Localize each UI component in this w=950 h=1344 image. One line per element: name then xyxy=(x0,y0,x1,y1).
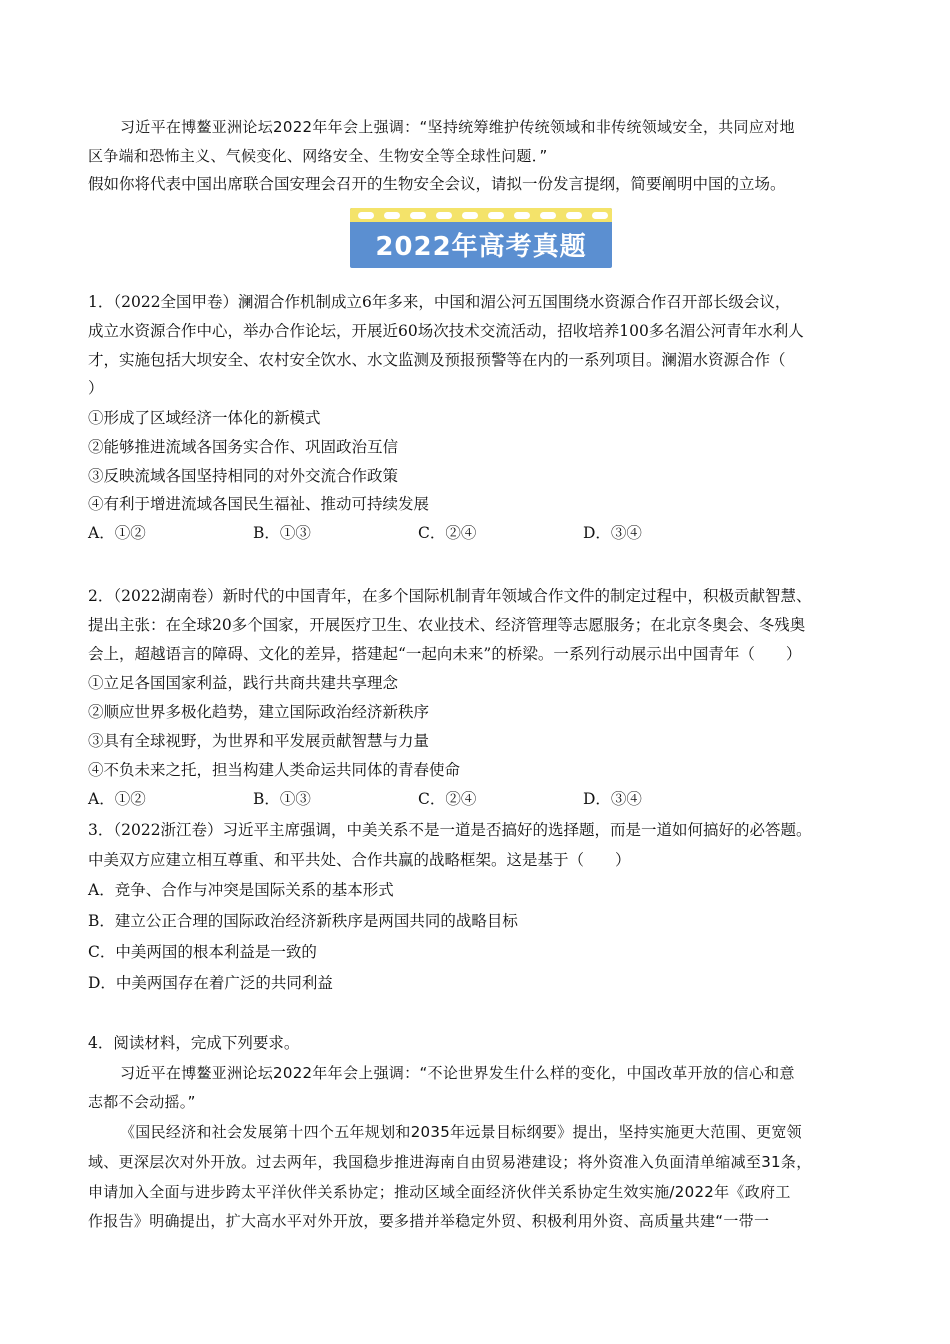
q3-option-a[interactable]: A．竞争、合作与冲突是国际关系的基本形式 xyxy=(88,881,394,899)
intro-quote-line: 区争端和恐怖主义、气候变化、网络安全、生物安全等全球性问题．” xyxy=(88,147,548,165)
q1-item: ③反映流域各国坚持相同的对外交流合作政策 xyxy=(88,467,399,485)
q2-item: ③具有全球视野，为世界和平发展贡献智慧与力量 xyxy=(88,732,430,750)
q1-stem-line: 成立水资源合作中心，举办合作论坛，开展近60场次技术交流活动，招收培养100多名湄公河青年水利人 xyxy=(88,322,804,340)
section-banner xyxy=(350,208,612,268)
banner-title: 2022年高考真题 xyxy=(375,232,587,262)
banner-dots xyxy=(358,212,608,219)
q1-stem-line: ） xyxy=(88,379,104,397)
q2-item: ④不负未来之托，担当构建人类命运共同体的青春使命 xyxy=(88,761,461,779)
q1-option-d[interactable]: D．③④ xyxy=(583,524,642,542)
q2-item: ①立足各国国家利益，践行共商共建共享理念 xyxy=(88,674,399,692)
q4-material-line: 《国民经济和社会发展第十四个五年规划和2035年远景目标纲要》提出，坚持实施更大范围、更宽领 xyxy=(120,1123,802,1141)
q2-option-d[interactable]: D．③④ xyxy=(583,790,642,808)
q1-option-b[interactable]: B．①③ xyxy=(253,524,311,542)
q1-option-a[interactable]: A．①② xyxy=(88,524,146,542)
q1-stem-line: 1．（2022全国甲卷）澜湄合作机制成立6年多来，中国和湄公河五国围绕水资源合作召开部长级会议， xyxy=(88,293,791,311)
q2-option-b[interactable]: B．①③ xyxy=(253,790,311,808)
intro-task: 假如你将代表中国出席联合国安理会召开的生物安全会议，请拟一份发言提纲，简要阐明中国的立场。 xyxy=(88,175,786,193)
q3-option-c[interactable]: C．中美两国的根本利益是一致的 xyxy=(88,943,317,961)
q3-option-b[interactable]: B．建立公正合理的国际政治经济新秩序是两国共同的战略目标 xyxy=(88,912,518,930)
q1-option-c[interactable]: C．②④ xyxy=(418,524,477,542)
q3-stem-line: 3．（2022浙江卷）习近平主席强调，中美关系不是一道是否搞好的选择题，而是一道如何搞好的必答题。 xyxy=(88,821,812,839)
q4-heading: 4．阅读材料，完成下列要求。 xyxy=(88,1034,300,1052)
q1-stem-line: 才，实施包括大坝安全、农村安全饮水、水文监测及预报预警等在内的一系列项目。澜湄水资源合作（ xyxy=(88,351,786,369)
q1-item: ②能够推进流域各国务实合作、巩固政治互信 xyxy=(88,438,399,456)
q4-material-line: 域、更深层次对外开放。过去两年，我国稳步推进海南自由贸易港建设；将外资准入负面清单缩减至31条， xyxy=(88,1153,812,1171)
q2-stem-line: 2．（2022湖南卷）新时代的中国青年，在多个国际机制青年领域合作文件的制定过程中，积极贡献智慧、 xyxy=(88,587,812,605)
q2-option-a[interactable]: A．①② xyxy=(88,790,146,808)
q4-material-line: 志都不会动摇。” xyxy=(88,1093,196,1111)
intro-quote-line: 习近平在博鳌亚洲论坛2022年年会上强调：“坚持统筹维护传统领域和非传统领域安全，共同应对地 xyxy=(120,118,795,136)
q4-material-line: 申请加入全面与进步跨太平洋伙伴关系协定；推动区域全面经济伙伴关系协定生效实施/2022年《政府工 xyxy=(88,1183,791,1201)
q2-stem-line: 提出主张：在全球20多个国家，开展医疗卫生、农业技术、经济管理等志愿服务；在北京冬奥会、冬残奥 xyxy=(88,616,806,634)
q2-item: ②顺应世界多极化趋势，建立国际政治经济新秩序 xyxy=(88,703,430,721)
q3-option-d[interactable]: D．中美两国存在着广泛的共同利益 xyxy=(88,974,333,992)
q4-material-line: 习近平在博鳌亚洲论坛2022年年会上强调：“不论世界发生什么样的变化，中国改革开放的信心和意 xyxy=(120,1064,795,1082)
q4-material-line: 作报告》明确提出，扩大高水平对外开放，要多措并举稳定外贸、积极利用外资、高质量共建“一带一 xyxy=(88,1212,770,1230)
q2-option-c[interactable]: C．②④ xyxy=(418,790,477,808)
q3-stem-line: 中美双方应建立相互尊重、和平共处、合作共赢的战略框架。这是基于（ ） xyxy=(88,851,631,869)
q1-item: ①形成了区域经济一体化的新模式 xyxy=(88,409,321,427)
q2-stem-line: 会上，超越语言的障碍、文化的差异，搭建起“一起向未来”的桥梁。一系列行动展示出中国青年（ ） xyxy=(88,645,802,663)
q1-item: ④有利于增进流域各国民生福祉、推动可持续发展 xyxy=(88,495,430,513)
